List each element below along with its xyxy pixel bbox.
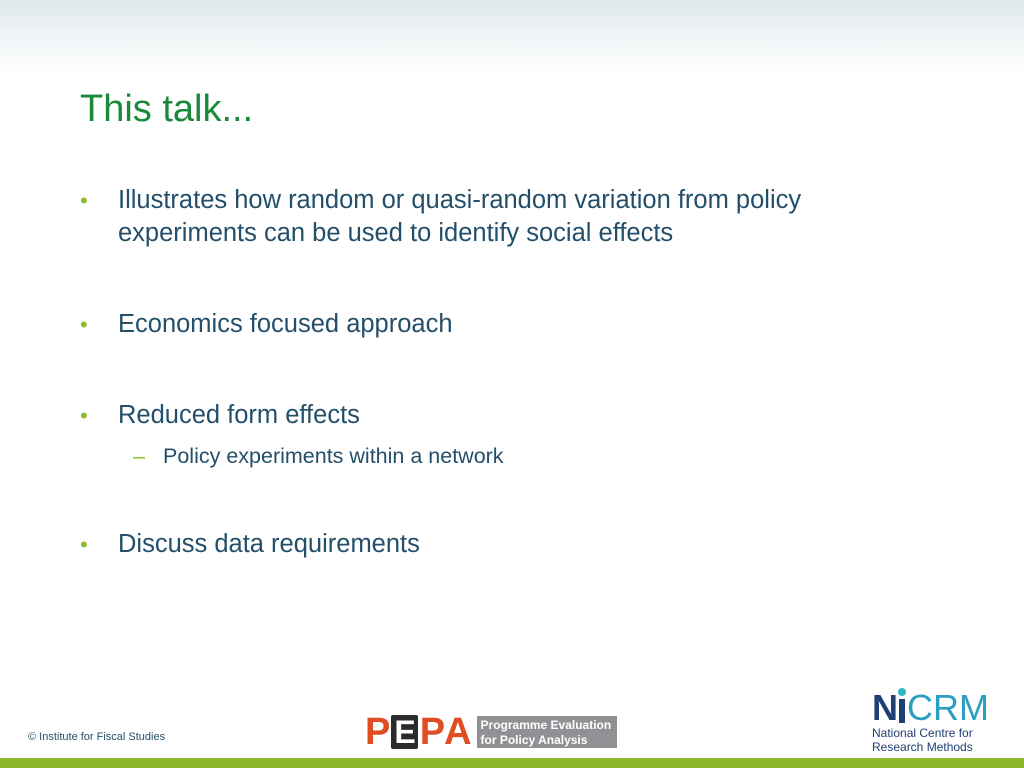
- slide-title: This talk...: [80, 88, 254, 130]
- ncrm-name-line: National Centre for: [872, 726, 973, 740]
- sub-bullet-text: Policy experiments within a network: [163, 444, 504, 468]
- pepa-letter: P: [365, 711, 390, 753]
- ncrm-name-line: Research Methods: [872, 740, 973, 754]
- copyright-notice: © Institute for Fiscal Studies: [28, 731, 166, 743]
- pepa-caption-box: [477, 716, 617, 748]
- pepa-letter: E: [391, 715, 417, 749]
- ncrm-logo: [872, 688, 992, 754]
- ncrm-letter-n: N: [872, 687, 898, 728]
- bullet-icon: •: [80, 312, 88, 337]
- dash-icon: –: [133, 444, 145, 468]
- ncrm-wordmark: [872, 688, 992, 726]
- bullet-text: Economics focused approach: [118, 310, 453, 338]
- bullet-icon: •: [80, 403, 88, 428]
- footer-bar: [0, 758, 1024, 768]
- pepa-letter: A: [444, 711, 471, 753]
- bullet-item: [78, 528, 938, 561]
- ncrm-letters-crm: CRM: [907, 687, 989, 728]
- sub-bullet-item: [123, 442, 938, 470]
- bullet-list: [78, 184, 938, 561]
- header-gradient-band: [0, 0, 1024, 72]
- bullet-text: Discuss data requirements: [118, 530, 420, 558]
- bullet-icon: •: [80, 532, 88, 557]
- bullet-item: [78, 184, 938, 250]
- pepa-logo: [365, 713, 617, 751]
- bullet-item: [78, 399, 938, 470]
- pepa-caption-line: for Policy Analysis: [480, 733, 588, 747]
- pepa-letter: P: [419, 711, 445, 753]
- pepa-wordmark: [365, 713, 471, 751]
- bullet-text: Illustrates how random or quasi-random variation from policy experiments can be used to identify social effects: [118, 186, 802, 247]
- bullet-item: [78, 308, 938, 341]
- pepa-caption-line: Programme Evaluation: [480, 718, 612, 732]
- bullet-text: Reduced form effects: [118, 401, 360, 429]
- bullet-icon: •: [80, 188, 88, 213]
- ncrm-i-dot-icon: [899, 699, 905, 723]
